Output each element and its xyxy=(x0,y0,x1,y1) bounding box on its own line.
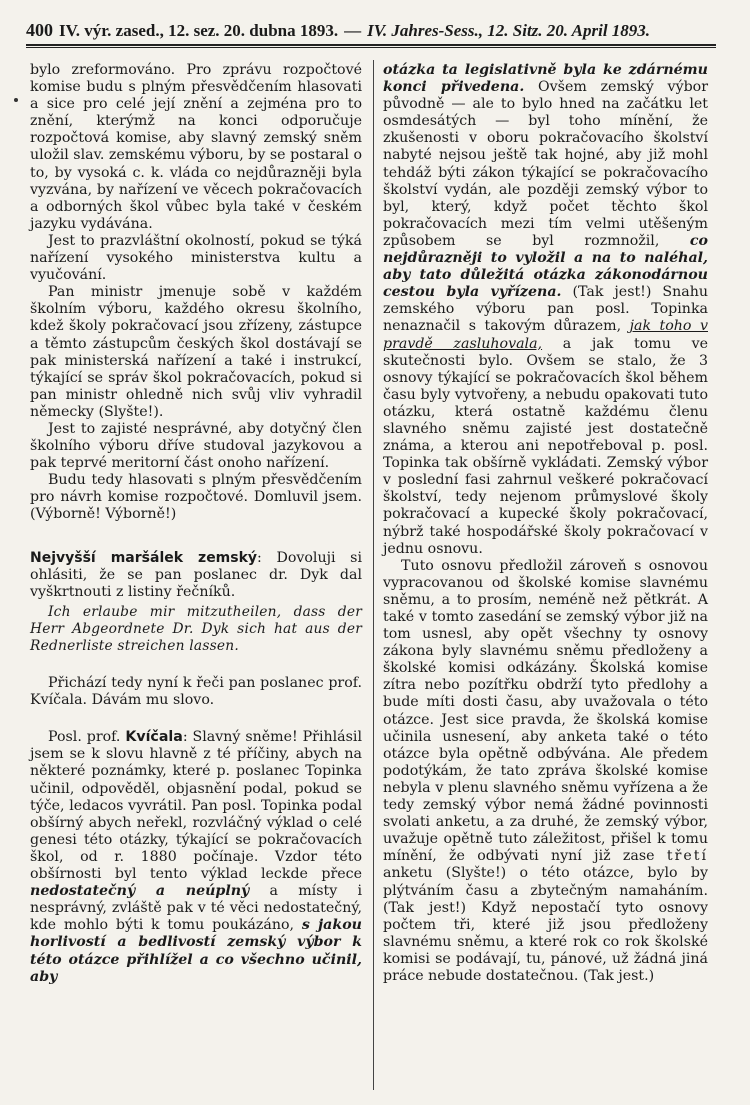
paragraph: Přichází tedy nyní k řeči pan poslanec prof. Kvíčala. Dávám mu slovo. xyxy=(30,675,362,709)
paragraph: bylo zreformováno. Pro zprávu rozpočtové komise budu s plným přesvědčením hlasovati a sice pro celé její znění a zejména pro to znění, kterýmž na konci odporučuje rozpočtová komise, aby slavný zemský sněm uložil slav. zemskému výboru, by se postaral o to, by vysoká c. k. vláda co nejdůrazněji byla vyzvána, by nařízení ve věcech pokračovacích a odborných škol vůbec byla také v českém jazyku vydávána. xyxy=(30,62,362,232)
paragraph: Pan ministr jmenuje sobě v každém školním výboru, každého okresu školního, kdež školy pokračovací jsou zřízeny, zástupce a těmto zástupcům českých škol dostávají se pak ministerská nařízení a také i instrukcí, týkající se správ škol pokračovacích, pokud si pan ministr ohledně nich svůj vliv vyhradil německy (Slyšte!). xyxy=(30,284,362,420)
header-rule xyxy=(26,44,716,46)
page-number: 400 xyxy=(26,20,53,40)
emphasis-text: jak toho v pravdě zasluhovala, xyxy=(383,318,708,352)
emphasis-text: s jakou horlivostí a bedlivostí zemský výbor k této otázce přihlížel a co všechno učinil, aby xyxy=(30,917,362,985)
speaker-paragraph xyxy=(30,729,362,985)
speaker-name: Nejvyšší maršálek zemský xyxy=(30,549,258,566)
right-column xyxy=(383,62,708,985)
paragraph: Budu tedy hlasovati s plným přesvědčením pro návrh komise rozpočtové. Domluvil jsem. (Výborně! Výborně!) xyxy=(30,472,362,523)
speech-text: : Dovoluji si ohlásiti, že se pan poslanec dr. Dyk dal vyškrtnouti z listiny řečníků. xyxy=(30,549,362,600)
paragraph: Jest to zajisté nesprávné, aby dotyčný člen školního výboru dříve studoval jazykovou a pak teprvé meritorní část onoho nařízení. xyxy=(30,420,362,472)
left-column xyxy=(30,62,362,986)
spaced-text: třetí xyxy=(666,848,708,865)
speech-text: a jak tomu ve skutečnosti bylo. Ovšem se stalo, že 3 osnovy týkající se pokračovacích škol během času byly vytvořeny, a nebudu opakovati tuto otázku, která ostatně každému členu slavného sněmu zajisté jest dostatečně známa, a kterou ani nepotřeboval p. posl. Topinka tak obšírně vykládati. Zemský výbor v poslední fasi zahrnul veškeré pokračovací školství, tedy nejenom průmyslové školy pokračovací a kupecké školy pokračovací, nýbrž také hospodářské školy pokračovací v jednu osnovu. xyxy=(383,335,708,557)
paragraph xyxy=(383,558,708,985)
page-header xyxy=(26,20,716,44)
paragraph xyxy=(383,62,708,558)
speech-text: (Tak jest!) Snahu zemského výboru pan posl. Topinka nenaznačil s takovým důrazem, xyxy=(383,284,708,335)
column-divider xyxy=(373,60,374,1090)
speech-text: Posl. prof. xyxy=(48,729,126,746)
speech-text: : Slavný sněme! Přihlásil jsem se k slovu hlavně z té příčiny, abych na některé poznámky, které p. poslanec Topinka učinil, odpověděl, objasnění podal, pokud se týče, ledacos vyvrátil. Pan posl. Topinka podal obšírný abych neřekl, rozvláčný výklad o celé genesi této otázky, týkající se pokračovacích škol, od r. 1880 počínaje. Vzdor této obšírnosti byl tento výklad leckde přece xyxy=(30,729,362,883)
speaker-paragraph xyxy=(30,550,362,601)
speech-text: Tuto osnovu předložil zároveň s osnovou vypracovanou od školské komise slavnému sněmu, a to prosím, neméně než pětkrát. A také v tomto zasedání se zemský výbor již na tom usnesl, aby opět všechny ty osnovy zákona byly slavnému sněmu předloženy a školské komisi odkázány. Školská komise zítra nebo pozítřku obdrží tyto předlohy a bude míti dosti času, aby uvažovala o této otázce. Jest sice pravda, že školská komise učinila usnesení, aby anketa také o této otázce byla opětně odbývána. Ale předem podotýkám, že tato zpráva školské komise nebyla v plenu slavného sněmu vyřízena a že tedy zemský výbor nemá žádné povinnosti svolati anketu, a za druhé, že zemský výbor, uvažuje opětně tuto záležitost, přišel k tomu mínění, že odbývati nyní již zase xyxy=(383,557,708,865)
emphasis-text: otázka ta legislativně byla ke zdárnému konci přivedena. xyxy=(383,62,708,96)
emphasis-text: nedostatečný a neúplný xyxy=(30,883,250,900)
speech-text: anketu (Slyšte!) o této otázce, bylo by plýtváním času a zbytečným namaháním. (Tak jest!) Když nepostačí tyto osnovy počtem tři, které již jsou předloženy slavnému sněmu, a které rok co rok školské komisi se podávají, tu, pánové, už žádná jiná práce nebude dostatečnou. (Tak jest.) xyxy=(383,865,708,984)
header-left-title: IV. výr. zased., 12. sez. 20. dubna 1893. xyxy=(59,21,339,40)
speech-text: Ovšem zemský výbor původně — ale to bylo hned na začátku let osmdesátých — byl toho mínění, že zkušenosti v oboru pokračovacího školství nabyté nejsou ještě tak hojné, aby již mohl tehdáž býti zákon týkající se pokračovacího školství vydán, ale později zemský výbor to byl, který, když počet těchto škol pokračovacích mezi tím velmi utěšeným způsobem se byl rozmnožil, xyxy=(383,79,708,249)
paragraph: Jest to prazvláštní okolností, pokud se týká nařízení vysokého ministerstva kultu a vyučování. xyxy=(30,232,362,284)
speaker-name: Kvíčala xyxy=(125,729,183,746)
header-right-title: IV. Jahres-Sess., 12. Sitz. 20. April 1893. xyxy=(367,21,651,40)
emphasis-text: co nejdůrazněji to vyložil a na to naléhal, aby tato důležitá otázka zákonodárnou cestou byla vyřízena. xyxy=(383,232,708,301)
german-translation: Ich erlaube mir mitzutheilen, dass der Herr Abgeordnete Dr. Dyk sich hat aus der Rednerliste streichen lassen. xyxy=(30,603,362,654)
margin-mark xyxy=(14,98,18,102)
speech-text: a místy i nesprávný, zvláště pak v té věci nedostatečný, kde mohlo býti k tomu poukázáno, xyxy=(30,883,362,934)
header-separator: — xyxy=(344,21,362,40)
header-rule-thin xyxy=(26,47,716,48)
